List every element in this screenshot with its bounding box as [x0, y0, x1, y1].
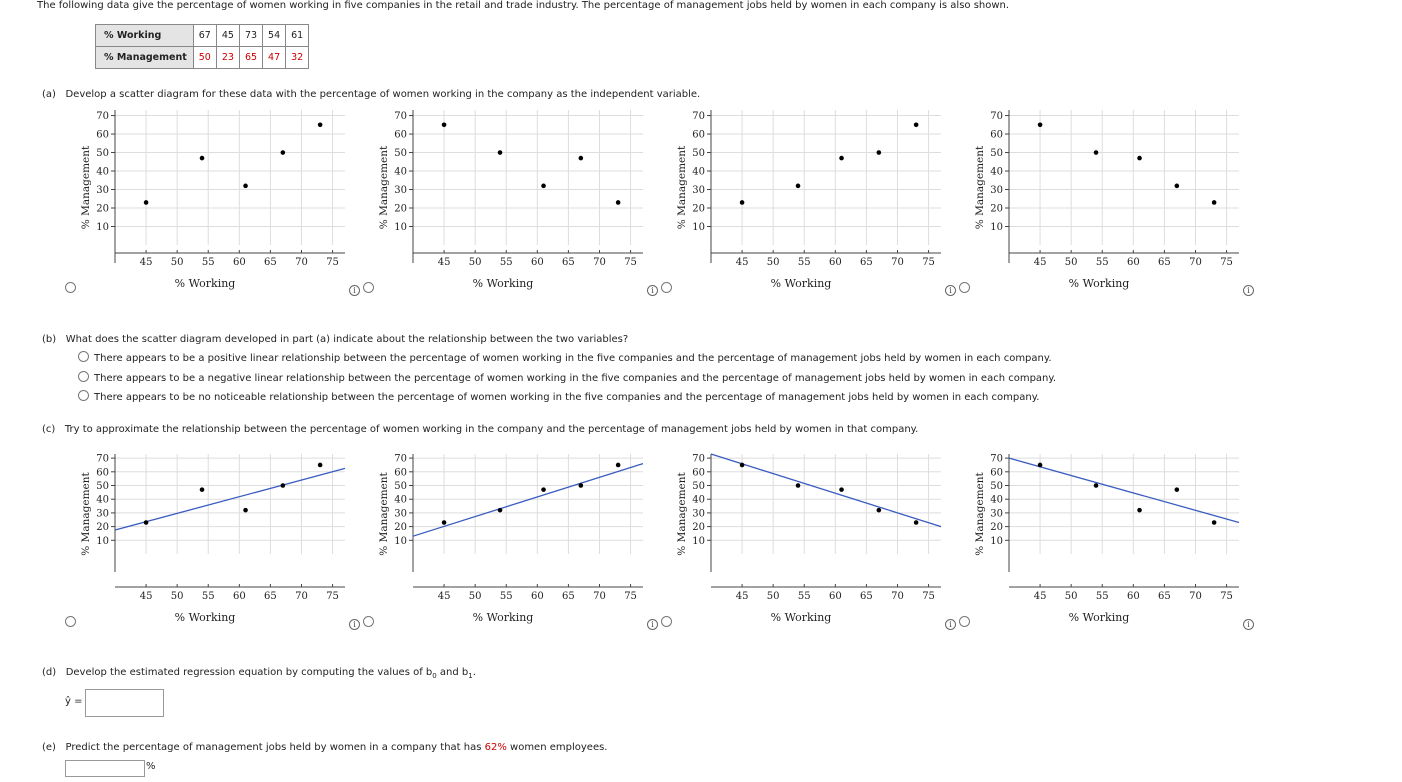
info-icon[interactable]: i — [349, 285, 360, 296]
scatter-chart-c3 — [671, 449, 946, 629]
y-tick-label: 40 — [394, 494, 407, 506]
info-icon[interactable]: i — [945, 619, 956, 630]
part-b-question — [42, 334, 628, 345]
y-tick-label: 60 — [96, 129, 109, 141]
y-tick-label: 10 — [394, 535, 407, 547]
y-tick-label: 60 — [96, 467, 109, 479]
prediction-input[interactable] — [65, 760, 145, 777]
y-tick-label: 30 — [990, 185, 1003, 197]
subscript: 1 — [468, 672, 473, 680]
x-tick-label: 60 — [530, 591, 544, 602]
x-tick-label: 60 — [1126, 591, 1140, 602]
plot-area — [974, 454, 1239, 624]
table-cell: 54 — [263, 25, 286, 47]
option-none[interactable] — [78, 390, 1039, 403]
y-tick-label: 50 — [692, 148, 705, 160]
x-tick-label: 60 — [232, 257, 246, 268]
y-tick-label: 20 — [394, 522, 407, 534]
y-tick-label: 70 — [96, 111, 109, 123]
scatter-chart-a4 — [969, 105, 1244, 295]
part-label: (e) — [42, 742, 56, 753]
y-tick-label: 70 — [96, 453, 109, 465]
part-d-question — [42, 667, 476, 680]
table-cell: 61 — [286, 25, 309, 47]
plot-area — [676, 454, 941, 624]
x-tick-label: 45 — [139, 257, 153, 268]
y-tick-label: 40 — [96, 166, 109, 178]
intro-text: The following data give the percentage of women working in five companies in the retail and trade industry. The percentage of management jobs held by women in each company is also shown. — [37, 0, 1010, 11]
option-negative[interactable] — [78, 371, 1056, 384]
row-header: % Working — [96, 25, 194, 47]
y-tick-label: 50 — [96, 148, 109, 160]
question-text: Predict the percentage of management jobs held by women in a company that has — [65, 742, 485, 753]
data-point — [318, 122, 323, 127]
part-c-question — [42, 424, 918, 435]
data-point — [281, 483, 286, 488]
x-axis-label: % Working — [770, 611, 832, 624]
y-tick-label: 60 — [394, 129, 407, 141]
plot-area — [80, 454, 345, 624]
y-tick-label: 60 — [692, 129, 705, 141]
option-text: There appears to be a positive linear relationship between the percentage of women working in the five companies and the percentage of management jobs held by women in each company. — [94, 353, 1052, 364]
radio-option-none[interactable] — [78, 390, 89, 401]
y-axis-label: % Management — [378, 145, 390, 230]
y-tick-label: 50 — [394, 148, 407, 160]
x-tick-label: 45 — [1033, 257, 1047, 268]
y-axis-label: % Management — [80, 472, 92, 556]
x-tick-label: 45 — [735, 257, 749, 268]
y-tick-label: 70 — [990, 111, 1003, 123]
x-tick-label: 45 — [437, 591, 451, 602]
table-cell: 32 — [286, 47, 309, 69]
scatter-chart-a1 — [75, 105, 350, 295]
part-label: (a) — [42, 89, 56, 100]
data-point — [1038, 122, 1043, 127]
data-point — [740, 200, 745, 205]
y-tick-label: 70 — [692, 111, 705, 123]
data-point — [541, 487, 546, 492]
y-tick-label: 10 — [990, 535, 1003, 547]
x-tick-label: 70 — [593, 591, 606, 602]
x-tick-label: 45 — [1033, 591, 1047, 602]
x-axis-label: % Working — [174, 277, 236, 290]
table-cell: 50 — [193, 47, 216, 69]
y-tick-label: 40 — [394, 166, 407, 178]
x-tick-label: 55 — [797, 257, 811, 268]
x-tick-label: 55 — [797, 591, 811, 602]
row-header: % Management — [96, 47, 194, 69]
info-icon[interactable]: i — [349, 619, 360, 630]
data-point — [616, 200, 621, 205]
y-tick-label: 70 — [990, 453, 1003, 465]
data-point — [579, 483, 584, 488]
x-tick-label: 70 — [1189, 591, 1202, 602]
table-row — [96, 47, 309, 69]
data-point — [1094, 150, 1099, 155]
x-axis-label: % Working — [1068, 277, 1130, 290]
data-point — [914, 122, 919, 127]
data-point — [1137, 156, 1142, 161]
x-tick-label: 55 — [499, 591, 513, 602]
data-point — [498, 150, 503, 155]
x-tick-label: 50 — [1064, 257, 1078, 268]
radio-chart-c3[interactable] — [661, 616, 672, 627]
x-tick-label: 65 — [860, 591, 873, 602]
info-icon[interactable]: i — [647, 285, 658, 296]
table-cell: 23 — [216, 47, 239, 69]
x-tick-label: 60 — [828, 257, 842, 268]
x-axis-label: % Working — [472, 277, 534, 290]
x-tick-label: 65 — [562, 257, 575, 268]
data-point — [1137, 508, 1142, 513]
y-tick-label: 30 — [394, 508, 407, 520]
x-tick-label: 70 — [891, 257, 904, 268]
y-axis-label: % Management — [676, 472, 688, 556]
table-cell: 67 — [193, 25, 216, 47]
regression-equation-input[interactable] — [85, 689, 164, 717]
plot-area — [378, 454, 643, 624]
regression-line — [413, 464, 643, 537]
data-table — [95, 24, 309, 69]
data-point — [498, 508, 503, 513]
y-tick-label: 60 — [394, 467, 407, 479]
table-row — [96, 25, 309, 47]
y-tick-label: 30 — [96, 185, 109, 197]
x-tick-label: 75 — [1220, 257, 1233, 268]
y-tick-label: 40 — [990, 166, 1003, 178]
y-tick-label: 70 — [394, 453, 407, 465]
data-point — [579, 156, 584, 161]
x-tick-label: 55 — [499, 257, 513, 268]
plot-area — [676, 110, 941, 290]
y-tick-label: 50 — [692, 481, 705, 493]
data-point — [144, 520, 149, 525]
table-cell: 65 — [239, 47, 262, 69]
x-tick-label: 50 — [170, 591, 184, 602]
radio-option-negative[interactable] — [78, 371, 89, 382]
y-tick-label: 70 — [692, 453, 705, 465]
scatter-chart-c4 — [969, 449, 1244, 629]
table-cell: 47 — [263, 47, 286, 69]
percent-unit: % — [146, 761, 156, 772]
radio-option-positive[interactable] — [78, 351, 89, 362]
radio-chart-c1[interactable] — [65, 616, 76, 627]
x-tick-label: 55 — [201, 591, 215, 602]
x-tick-label: 45 — [139, 591, 153, 602]
x-tick-label: 65 — [1158, 591, 1171, 602]
part-e-question — [42, 742, 607, 753]
x-tick-label: 50 — [1064, 591, 1078, 602]
x-tick-label: 60 — [1126, 257, 1140, 268]
y-tick-label: 10 — [692, 222, 705, 234]
x-tick-label: 60 — [828, 591, 842, 602]
x-tick-label: 60 — [232, 591, 246, 602]
data-point — [1212, 200, 1217, 205]
subscript: 0 — [432, 672, 437, 680]
regression-line — [711, 454, 941, 527]
y-tick-label: 40 — [692, 166, 705, 178]
y-axis-label: % Management — [378, 472, 390, 556]
data-point — [877, 150, 882, 155]
data-point — [318, 463, 323, 468]
info-icon[interactable]: i — [1243, 285, 1254, 296]
x-tick-label: 75 — [922, 257, 935, 268]
question-text: and b — [436, 667, 469, 678]
x-axis-label: % Working — [174, 611, 236, 624]
y-tick-label: 40 — [990, 494, 1003, 506]
x-tick-label: 55 — [1095, 591, 1109, 602]
y-tick-label: 30 — [692, 185, 705, 197]
data-point — [442, 122, 447, 127]
y-tick-label: 10 — [96, 535, 109, 547]
x-tick-label: 65 — [264, 257, 277, 268]
x-tick-label: 75 — [326, 591, 339, 602]
data-point — [796, 184, 801, 189]
y-tick-label: 50 — [96, 481, 109, 493]
x-tick-label: 70 — [891, 591, 904, 602]
x-tick-label: 70 — [295, 257, 308, 268]
y-tick-label: 40 — [96, 494, 109, 506]
data-point — [442, 520, 447, 525]
data-point — [144, 200, 149, 205]
data-point — [796, 483, 801, 488]
data-point — [1175, 487, 1180, 492]
y-tick-label: 20 — [394, 203, 407, 215]
part-label: (d) — [42, 667, 57, 678]
data-point — [243, 184, 248, 189]
plot-area — [80, 110, 345, 290]
data-point — [616, 463, 621, 468]
part-a-question — [42, 89, 700, 100]
x-tick-label: 75 — [1220, 591, 1233, 602]
scatter-chart-a2 — [373, 105, 648, 295]
y-tick-label: 10 — [990, 222, 1003, 234]
y-tick-label: 70 — [394, 111, 407, 123]
x-tick-label: 65 — [860, 257, 873, 268]
option-text: There appears to be a negative linear relationship between the percentage of women working in the five companies and the percentage of management jobs held by women in each company. — [94, 373, 1057, 384]
data-point — [1175, 184, 1180, 189]
x-tick-label: 65 — [562, 591, 575, 602]
question-text: Develop the estimated regression equation by computing the values of b — [65, 667, 433, 678]
y-tick-label: 30 — [692, 508, 705, 520]
y-tick-label: 20 — [990, 522, 1003, 534]
y-axis-label: % Management — [974, 472, 986, 556]
y-axis-label: % Management — [974, 145, 986, 230]
x-tick-label: 75 — [624, 591, 637, 602]
x-tick-label: 50 — [468, 591, 482, 602]
x-tick-label: 75 — [624, 257, 637, 268]
x-tick-label: 65 — [264, 591, 277, 602]
data-point — [541, 184, 546, 189]
question-text: What does the scatter diagram developed in part (a) indicate about the relationship between the two variables? — [65, 334, 629, 345]
plot-area — [378, 110, 643, 290]
scatter-chart-a3 — [671, 105, 946, 295]
x-tick-label: 70 — [1189, 257, 1202, 268]
data-point — [281, 150, 286, 155]
x-axis-label: % Working — [472, 611, 534, 624]
question-text: Develop a scatter diagram for these data with the percentage of women working in the company as the independent variable. — [65, 89, 701, 100]
y-tick-label: 20 — [692, 522, 705, 534]
x-tick-label: 50 — [766, 257, 780, 268]
yhat-label: ŷ = — [65, 696, 83, 707]
data-point — [839, 487, 844, 492]
x-tick-label: 55 — [1095, 257, 1109, 268]
part-label: (c) — [42, 424, 56, 435]
y-tick-label: 20 — [990, 203, 1003, 215]
data-point — [243, 508, 248, 513]
y-tick-label: 10 — [96, 222, 109, 234]
x-tick-label: 75 — [326, 257, 339, 268]
y-tick-label: 30 — [990, 508, 1003, 520]
x-tick-label: 65 — [1158, 257, 1171, 268]
radio-chart-a3[interactable] — [661, 282, 672, 293]
question-text: Try to approximate the relationship between the percentage of women working in the company and the percentage of management jobs held by women in that company. — [64, 424, 919, 435]
x-tick-label: 70 — [593, 257, 606, 268]
part-label: (b) — [42, 334, 57, 345]
y-tick-label: 50 — [394, 481, 407, 493]
y-tick-label: 50 — [990, 481, 1003, 493]
x-axis-label: % Working — [770, 277, 832, 290]
table-cell: 45 — [216, 25, 239, 47]
question-text: . — [472, 667, 476, 678]
data-point — [877, 508, 882, 513]
plot-area — [974, 110, 1239, 290]
data-point — [200, 487, 205, 492]
data-point — [839, 156, 844, 161]
y-tick-label: 60 — [990, 129, 1003, 141]
info-icon[interactable]: i — [945, 285, 956, 296]
y-tick-label: 40 — [692, 494, 705, 506]
x-axis-label: % Working — [1068, 611, 1130, 624]
radio-chart-a1[interactable] — [65, 282, 76, 293]
option-text: There appears to be no noticeable relationship between the percentage of women working in the five companies and the percentage of management jobs held by women in each company. — [94, 392, 1040, 403]
x-tick-label: 50 — [468, 257, 482, 268]
y-tick-label: 30 — [394, 185, 407, 197]
x-tick-label: 70 — [295, 591, 308, 602]
info-icon[interactable]: i — [1243, 619, 1254, 630]
y-tick-label: 20 — [96, 522, 109, 534]
y-tick-label: 20 — [96, 203, 109, 215]
data-point — [1038, 463, 1043, 468]
table-cell: 73 — [239, 25, 262, 47]
x-tick-label: 50 — [766, 591, 780, 602]
x-tick-label: 60 — [530, 257, 544, 268]
y-tick-label: 10 — [394, 222, 407, 234]
scatter-chart-c2 — [373, 449, 648, 629]
x-tick-label: 45 — [735, 591, 749, 602]
x-tick-label: 55 — [201, 257, 215, 268]
data-point — [914, 520, 919, 525]
data-point — [1212, 520, 1217, 525]
x-tick-label: 75 — [922, 591, 935, 602]
option-positive[interactable] — [78, 351, 1052, 364]
scatter-chart-c1 — [75, 449, 350, 629]
x-tick-label: 45 — [437, 257, 451, 268]
y-axis-label: % Management — [676, 145, 688, 230]
data-point — [200, 156, 205, 161]
radio-chart-a4[interactable] — [959, 282, 970, 293]
y-axis-label: % Management — [80, 145, 92, 230]
radio-chart-c4[interactable] — [959, 616, 970, 627]
y-tick-label: 50 — [990, 148, 1003, 160]
question-text: women employees. — [506, 742, 608, 753]
radio-chart-c2[interactable] — [363, 616, 374, 627]
y-tick-label: 10 — [692, 535, 705, 547]
y-tick-label: 30 — [96, 508, 109, 520]
radio-chart-a2[interactable] — [363, 282, 374, 293]
x-tick-label: 50 — [170, 257, 184, 268]
y-tick-label: 60 — [990, 467, 1003, 479]
data-point — [1094, 483, 1099, 488]
info-icon[interactable]: i — [647, 619, 658, 630]
highlight-value: 62% — [484, 742, 507, 753]
data-point — [740, 463, 745, 468]
y-tick-label: 20 — [692, 203, 705, 215]
y-tick-label: 60 — [692, 467, 705, 479]
